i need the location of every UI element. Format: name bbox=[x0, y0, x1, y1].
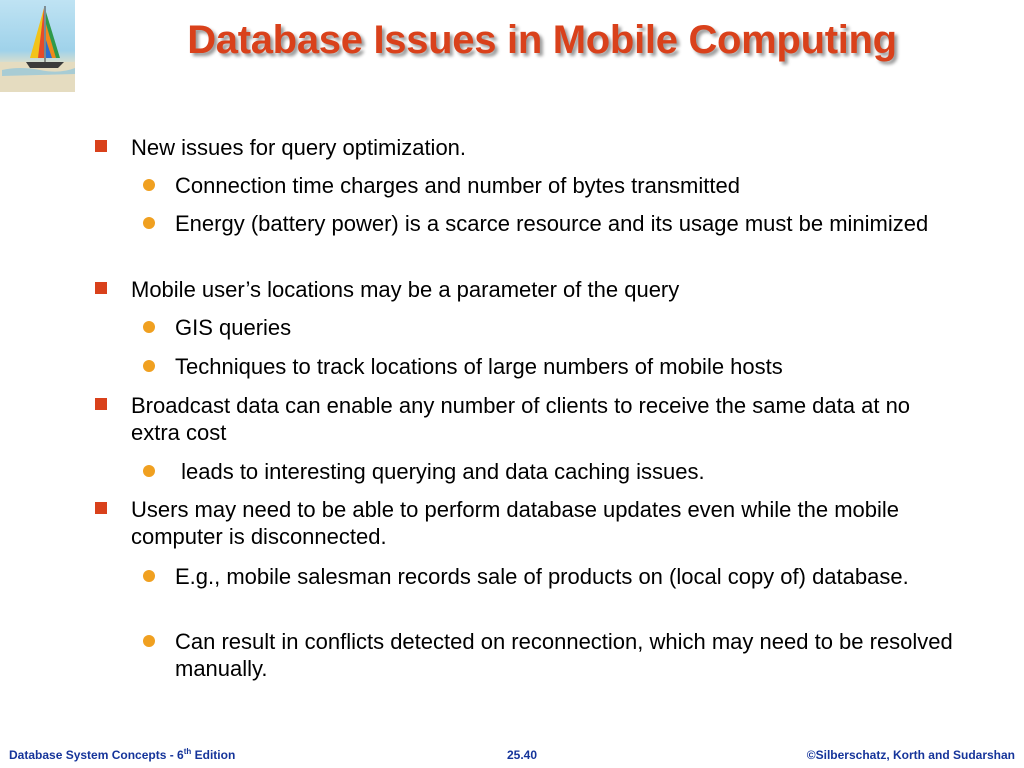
square-bullet-icon bbox=[95, 398, 107, 410]
dot-bullet-icon bbox=[143, 570, 155, 582]
sailboat-logo-icon bbox=[0, 0, 75, 92]
bullet-1-text: New issues for query optimization. bbox=[131, 135, 467, 160]
bullet-4-sub-1 bbox=[175, 563, 965, 590]
bullet-2-text: Mobile user’s locations may be a parameter of the query bbox=[131, 277, 680, 302]
footer-book-title bbox=[9, 748, 235, 762]
bullet-3-text: Broadcast data can enable any number of clients to receive the same data at no extra cost bbox=[131, 393, 911, 445]
slide-footer bbox=[0, 744, 1024, 768]
bullet-1-sub-1 bbox=[175, 172, 965, 199]
bullet-3 bbox=[131, 392, 961, 446]
square-bullet-icon bbox=[95, 140, 107, 152]
dot-bullet-icon bbox=[143, 465, 155, 477]
bullet-4-text: Users may need to be able to perform database updates even while the mobile computer is disconnected. bbox=[131, 497, 900, 549]
bullet-4-sub-2 bbox=[175, 628, 965, 682]
bullet-4 bbox=[131, 496, 961, 550]
footer-book-suffix: Edition bbox=[191, 748, 236, 762]
footer-copyright: ©Silberschatz, Korth and Sudarshan bbox=[806, 748, 1015, 762]
footer-page-number: 25.40 bbox=[507, 748, 538, 762]
bullet-1-sub-2-text: Energy (battery power) is a scarce resource and its usage must be minimized bbox=[175, 211, 929, 236]
footer-book-sup: th bbox=[183, 747, 192, 756]
dot-bullet-icon bbox=[143, 217, 155, 229]
bullet-1-sub-1-text: Connection time charges and number of bytes transmitted bbox=[175, 173, 740, 198]
bullet-3-sub-1-text: leads to interesting querying and data caching issues. bbox=[175, 459, 705, 484]
dot-bullet-icon bbox=[143, 321, 155, 333]
bullet-2-sub-1-text: GIS queries bbox=[175, 315, 292, 340]
dot-bullet-icon bbox=[143, 635, 155, 647]
bullet-4-sub-2-text: Can result in conflicts detected on reconnection, which may need to be resolved manually. bbox=[175, 629, 953, 681]
dot-bullet-icon bbox=[143, 360, 155, 372]
bullet-2-sub-2-text: Techniques to track locations of large numbers of mobile hosts bbox=[175, 354, 783, 379]
slide-title: Database Issues in Mobile Computing bbox=[187, 18, 897, 62]
footer-book-prefix: Database System Concepts - 6 bbox=[9, 748, 184, 762]
square-bullet-icon bbox=[95, 282, 107, 294]
bullet-2 bbox=[131, 276, 961, 303]
square-bullet-icon bbox=[95, 502, 107, 514]
bullet-2-sub-1 bbox=[175, 314, 965, 341]
dot-bullet-icon bbox=[143, 179, 155, 191]
bullet-3-sub-1 bbox=[175, 458, 965, 485]
bullet-1-sub-2 bbox=[175, 210, 965, 237]
bullet-2-sub-2 bbox=[175, 353, 965, 380]
bullet-1 bbox=[131, 134, 961, 161]
bullet-4-sub-1-text: E.g., mobile salesman records sale of products on (local copy of) database. bbox=[175, 564, 909, 589]
